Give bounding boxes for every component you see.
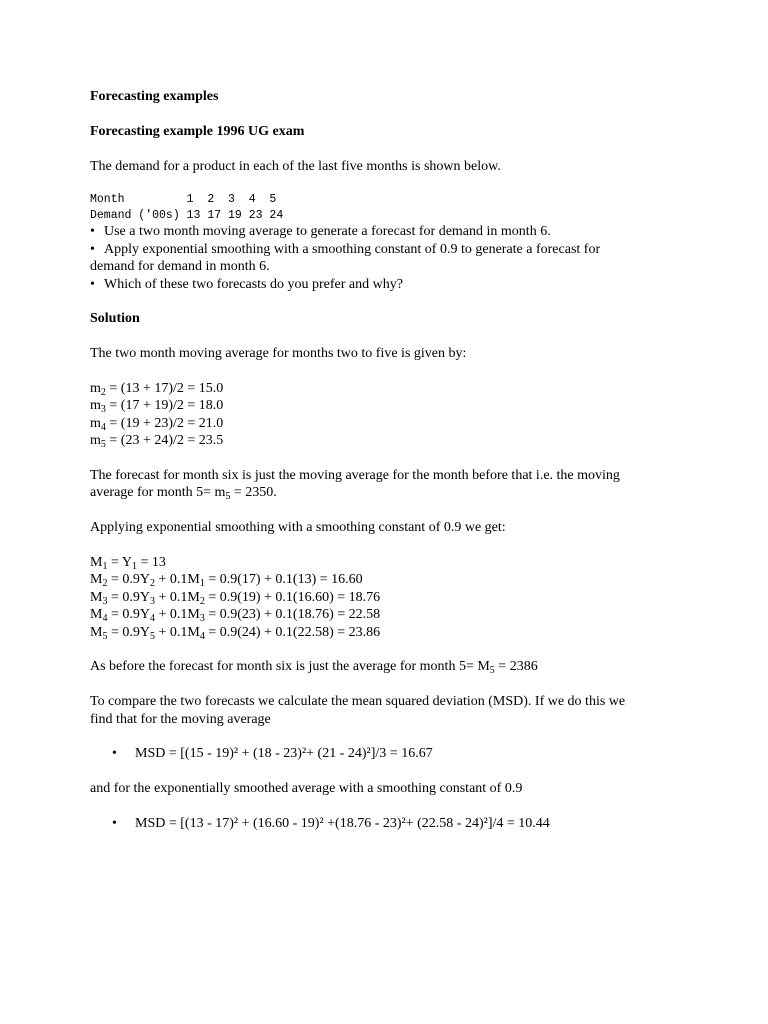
- document-page: [90, 88, 680, 832]
- exponential-smoothing-intro: Applying exponential smoothing with a smoothing constant of 0.9 we get:: [90, 520, 506, 536]
- forecast-ma-paragraph: The forecast for month six is just the moving average for the month before that i.e. the moving: [90, 468, 620, 484]
- compare-paragraph: To compare the two forecasts we calculate the mean squared deviation (MSD). If we do this we: [90, 694, 626, 710]
- equation-line: $M_1 = Y_1 = 13$: [90, 555, 166, 573]
- document-title: Forecasting examples: [90, 89, 219, 104]
- question-item: • Which of these two forecasts do you prefer and why?: [90, 276, 403, 292]
- equation-line: $M_5 = 0.9Y_5 + 0.1M_4 = 0.9(24) + 0.1(22.58) = 23.86$: [90, 624, 381, 642]
- equation-line: $m_5 = (23 + 24)/2 = 23.5$: [90, 433, 224, 451]
- equation-line: $M_4 = 0.9Y_4 + 0.1M_3 = 0.9(23) + 0.1(18.76) = 22.58$: [90, 607, 381, 625]
- question-item-continued: demand for demand in month 6.: [90, 259, 270, 275]
- es-msd-intro: and for the exponentially smoothed average with a smoothing constant of 0.9: [90, 781, 523, 797]
- forecast-es-paragraph: As before the forecast for month six is just the average for month $5= M_5 = 2386$: [90, 659, 538, 677]
- bullet-icon: •: [90, 241, 95, 257]
- compare-paragraph-continued: find that for the moving average: [90, 711, 271, 727]
- bullet-icon: •: [112, 816, 117, 832]
- table-row-demand: Demand ('00s) 13 17 19 23 24: [90, 208, 284, 222]
- forecast-ma-paragraph-continued: average for month $5= m_5 = 2350$.: [90, 485, 277, 503]
- bullet-icon: •: [90, 224, 95, 240]
- question-item: • Apply exponential smoothing with a smoothing constant of 0.9 to generate a forecast for: [90, 241, 601, 257]
- moving-average-equations: [90, 380, 680, 450]
- equation-line: $m_4 = (19 + 23)/2 = 21.0$: [90, 415, 224, 433]
- example-title: Forecasting example 1996 UG exam: [90, 123, 305, 139]
- question-item: • Use a two month moving average to generate a forecast for demand in month 6.: [90, 224, 551, 240]
- moving-average-intro: The two month moving average for months two to five is given by:: [90, 346, 467, 362]
- bullet-icon: •: [90, 276, 95, 292]
- msd-exponential-smoothing: • MSD = [(13 - 17)² + (16.60 - 19)² +(18.76 - 23)²+ (22.58 - 24)²]/4 = 10.44: [112, 816, 550, 832]
- equation-line: $M_3 = 0.9Y_3 + 0.1M_2 = 0.9(19) + 0.1(16.60) = 18.76$: [90, 589, 381, 607]
- exponential-smoothing-equations: [90, 554, 680, 641]
- equation-line: $M_2 = 0.9Y_2 + 0.1M_1 = 0.9(17) + 0.1(13) = 16.60$: [90, 572, 363, 590]
- question-list: [90, 223, 680, 293]
- demand-table: [90, 192, 680, 223]
- bullet-icon: •: [112, 746, 117, 762]
- intro-paragraph: The demand for a product in each of the last five months is shown below.: [90, 158, 501, 174]
- msd-moving-average: • MSD = [(15 - 19)² + (18 - 23)²+ (21 - 24)²]/3 = 16.67: [112, 746, 433, 762]
- solution-heading: Solution: [90, 311, 140, 327]
- equation-line: $m_3 = (17 + 19)/2 = 18.0$: [90, 398, 224, 416]
- table-row-month: Month 1 2 3 4 5: [90, 193, 277, 207]
- equation-line: $m_2 = (13 + 17)/2 = 15.0$: [90, 381, 224, 398]
